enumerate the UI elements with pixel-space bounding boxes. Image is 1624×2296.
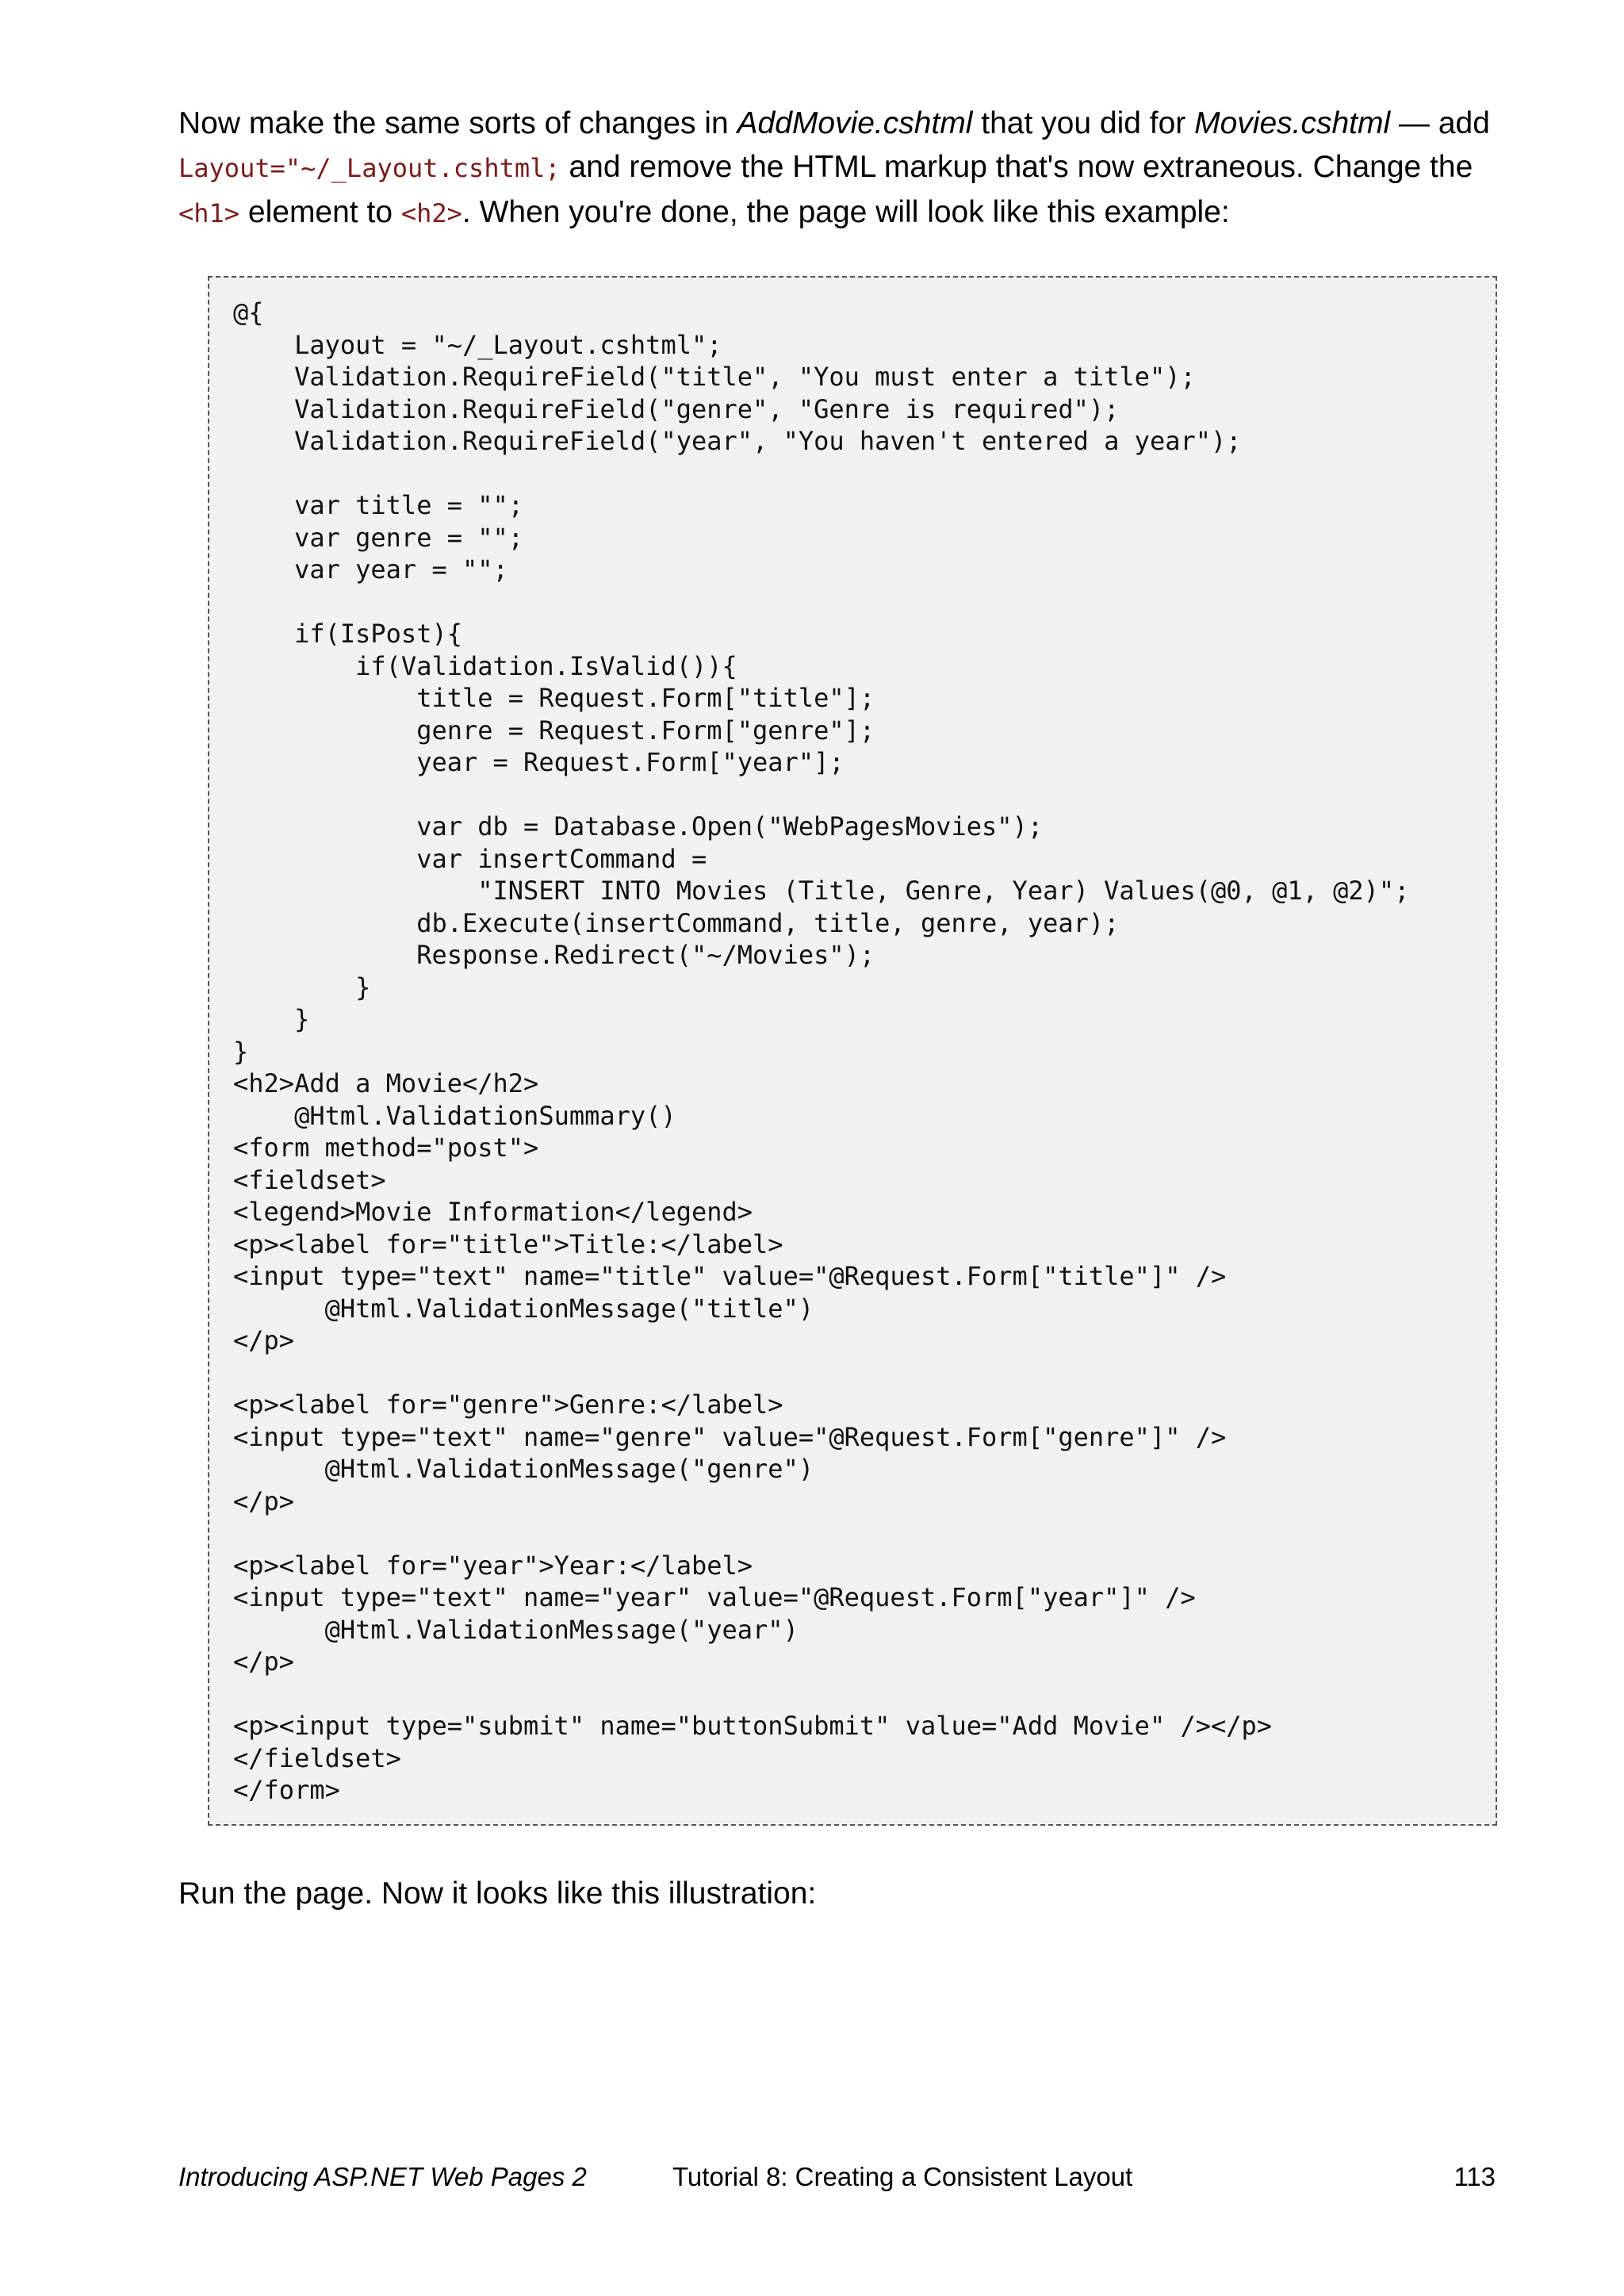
page-footer [0, 2157, 1624, 2197]
code-line: Layout = "~/_Layout.cshtml"; [233, 329, 722, 360]
intro-file-addmovie: AddMovie.cshtml [737, 106, 973, 140]
code-line: year = Request.Form["year"]; [233, 747, 845, 777]
code-line: <input type="text" name="genre" value="@Request.Form["genre"]" /> [233, 1421, 1227, 1452]
code-line: </form> [233, 1775, 340, 1805]
intro-text-5: element to [239, 195, 401, 229]
code-line: </p> [233, 1646, 295, 1677]
code-line: <input type="text" name="title" value="@Request.Form["title"]" /> [233, 1261, 1227, 1291]
code-line: Validation.RequireField("genre", "Genre is required"); [233, 393, 1120, 424]
intro-text-1: Now make the same sorts of changes in [178, 106, 737, 140]
code-line: </fieldset> [233, 1742, 401, 1773]
code-line: <legend>Movie Information</legend> [233, 1197, 753, 1227]
footer-chapter: Tutorial 8: Creating a Consistent Layout [672, 2162, 1133, 2191]
code-line: Validation.RequireField("year", "You haven't entered a year"); [233, 426, 1242, 456]
intro-text-2: that you did for [972, 106, 1195, 140]
code-line: var insertCommand = [233, 843, 707, 874]
code-line: var db = Database.Open("WebPagesMovies"); [233, 811, 1044, 841]
code-line: } [233, 1036, 249, 1067]
intro-text-6: . When you're done, the page will look like this example: [462, 195, 1230, 229]
intro-text-4: and remove the HTML markup that's now extraneous. Change the [560, 150, 1473, 184]
code-line: <p><input type="submit" name="buttonSubmit" value="Add Movie" /></p> [233, 1711, 1273, 1741]
code-line: "INSERT INTO Movies (Title, Genre, Year) Values(@0, @1, @2)"; [233, 876, 1410, 906]
intro-code-layout: Layout="~/_Layout.cshtml; [178, 153, 561, 183]
code-line: Response.Redirect("~/Movies"); [233, 940, 875, 970]
code-line: <h2>Add a Movie</h2> [233, 1068, 539, 1098]
code-line: </p> [233, 1325, 295, 1355]
code-line: db.Execute(insertCommand, title, genre, year); [233, 907, 1120, 938]
code-line: <input type="text" name="year" value="@Request.Form["year"]" /> [233, 1582, 1196, 1612]
code-line: <p><label for="year">Year:</label> [233, 1550, 753, 1581]
code-line: <p><label for="genre">Genre:</label> [233, 1389, 783, 1420]
intro-code-h2: <h2> [400, 198, 462, 228]
code-line: Validation.RequireField("title", "You must enter a title"); [233, 362, 1196, 392]
code-block [233, 297, 1496, 1807]
code-line: title = Request.Form["title"]; [233, 683, 875, 713]
intro-code-h1: <h1> [178, 198, 240, 228]
code-line: if(Validation.IsValid()){ [233, 650, 737, 681]
code-line: var genre = ""; [233, 522, 524, 553]
code-line: @Html.ValidationMessage("title") [233, 1293, 814, 1324]
code-line: if(IsPost){ [233, 619, 462, 649]
code-line: } [233, 972, 371, 1002]
code-line: <form method="post"> [233, 1133, 539, 1163]
intro-text-3: — add [1390, 106, 1490, 140]
intro-file-movies: Movies.cshtml [1194, 106, 1391, 140]
after-paragraph: Run the page. Now it looks like this illustration: [178, 1876, 817, 1911]
code-line: <fieldset> [233, 1164, 386, 1195]
code-line: } [233, 1004, 310, 1034]
code-line: <p><label for="title">Title:</label> [233, 1228, 783, 1259]
code-line: var year = ""; [233, 554, 508, 585]
code-line: </p> [233, 1485, 295, 1516]
code-listing [208, 276, 1497, 1826]
footer-book-title: Introducing ASP.NET Web Pages 2 [178, 2162, 587, 2191]
intro-paragraph [178, 102, 1495, 236]
code-line: @{ [233, 297, 264, 328]
code-line: @Html.ValidationMessage("genre") [233, 1454, 814, 1484]
footer-page-number: 113 [1454, 2162, 1496, 2191]
code-line: @Html.ValidationMessage("year") [233, 1614, 799, 1645]
code-line: @Html.ValidationSummary() [233, 1100, 676, 1131]
code-line: var title = ""; [233, 490, 524, 520]
code-line: genre = Request.Form["genre"]; [233, 715, 875, 746]
